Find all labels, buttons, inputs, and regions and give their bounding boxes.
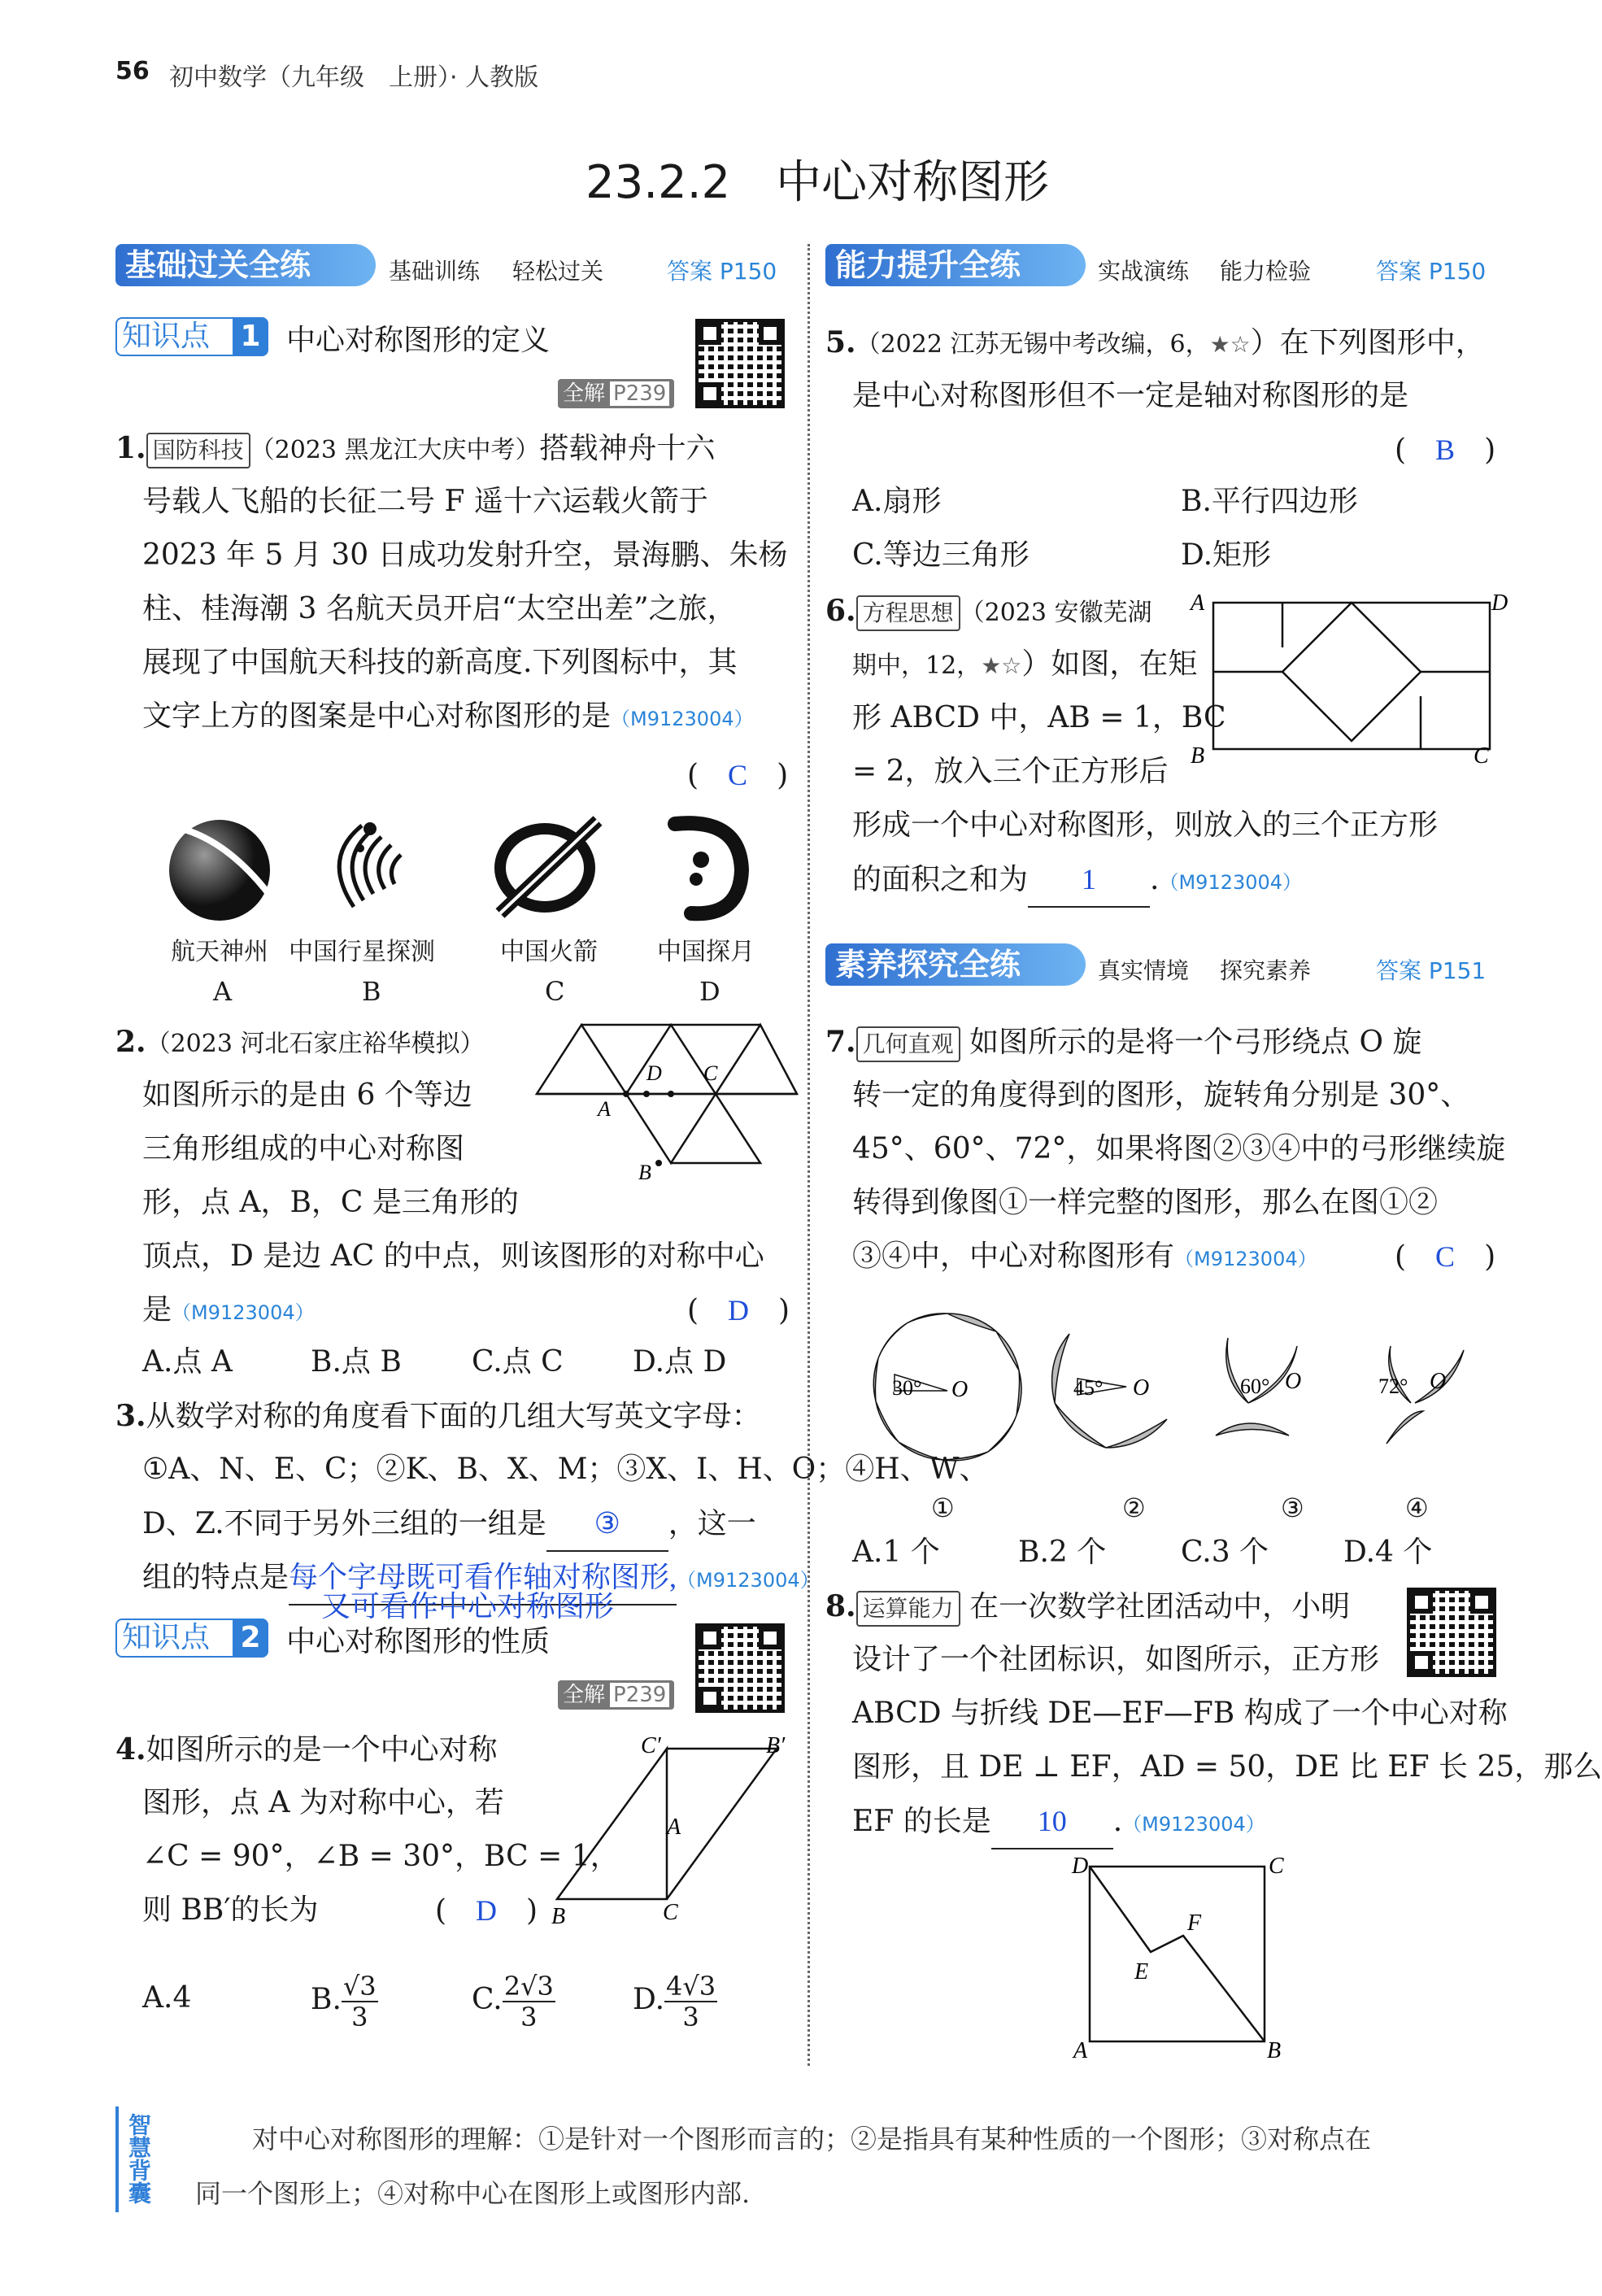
solution-tag[interactable] (558, 1680, 674, 1710)
section-title: 23.2.2 中心对称图形 (586, 156, 1050, 209)
option: C.等边三角形 (852, 538, 1030, 572)
fig-label: C (1269, 1854, 1284, 1879)
triangle-figure (533, 1017, 801, 1184)
q-text: 的面积之和为 (852, 863, 1029, 896)
option: A.扇形 (852, 485, 942, 518)
q-line: 搭载神舟十六 (539, 432, 716, 465)
q-text: 文字上方的图案是中心对称图形的是 (142, 699, 612, 733)
q-number: 5. (825, 325, 856, 359)
section-band-advanced: 能力提升全练 (825, 244, 1086, 286)
star-icon: ★☆ (981, 652, 1022, 679)
option: C.3 个 (1181, 1536, 1269, 1569)
q-code: （M9123004） (611, 708, 754, 730)
solution-tag[interactable] (558, 379, 674, 408)
fraction (664, 1971, 717, 2032)
q-text: EF 的长是 (852, 1805, 991, 1838)
qr-code-icon[interactable] (695, 1623, 785, 1713)
question-7 (825, 1015, 1421, 1070)
band-sub-1: 真实情境 (1098, 957, 1190, 984)
answer-blank[interactable]: 10 (991, 1794, 1113, 1849)
fig-label: A (1191, 590, 1205, 616)
segment-figure-3 (1191, 1322, 1330, 1468)
answer-ref: 答案 P150 (667, 258, 777, 285)
book-title: 初中数学（九年级 上册）· 人教版 (169, 63, 539, 92)
fig-angle: 72° (1378, 1375, 1408, 1398)
fraction-denominator: 3 (682, 2002, 699, 2032)
option: C.点 C (472, 1345, 564, 1379)
fig-label: A (1073, 2038, 1088, 2063)
solution-page: P239 (610, 381, 669, 406)
q-text: ③④中，中心对称图形有 (852, 1239, 1175, 1273)
fig-angle: 45° (1073, 1376, 1104, 1400)
segment-figure-2 (1037, 1314, 1183, 1460)
answer: B (1435, 433, 1456, 466)
kp-title: 中心对称图形的性质 (286, 1625, 551, 1658)
q-line: 是中心对称图形但不一定是轴对称图形的是 (852, 379, 1409, 412)
answer-bracket: ( B ) (1395, 433, 1496, 467)
answer: C (728, 759, 748, 791)
question-8 (825, 1579, 1350, 1634)
q-tag: 运算能力 (856, 1591, 960, 1627)
fig-label: B′ (766, 1733, 786, 1758)
q-line: 2023 年 5 月 30 日成功发射升空，景海鹏、朱杨 (142, 538, 788, 572)
q-line (852, 638, 1197, 693)
solution-page: P239 (610, 1683, 669, 1707)
option (472, 1971, 555, 2032)
answer-blank[interactable]: 每个字母既可看作轴对称图形, (289, 1550, 677, 1605)
kp-number: 1 (233, 317, 268, 356)
band-sub-1: 基础训练 (389, 258, 481, 285)
answer-bracket: ( D ) (687, 1294, 790, 1327)
answer-ref: 答案 P150 (1376, 258, 1487, 285)
q-line: 图形，点 A 为对称中心，若 (142, 1786, 504, 1819)
option-label: B. (311, 1983, 342, 2016)
fig-label: O (1133, 1375, 1150, 1401)
kp-number: 2 (233, 1619, 268, 1658)
band-sub-2: 能力检验 (1220, 258, 1312, 285)
question-2 (115, 1015, 484, 1071)
q-line: 号载人飞船的长征二号 F 遥十六运载火箭于 (142, 485, 708, 518)
fraction-denominator: 3 (520, 2002, 538, 2032)
fig-angle: 30° (892, 1376, 922, 1400)
fraction-denominator: 3 (351, 2002, 368, 2032)
answer-continuation: 又可看作中心对称图形 (321, 1590, 615, 1623)
q-line: 如图所示的是一个中心对称 (146, 1733, 498, 1767)
fig-label: A (598, 1097, 611, 1121)
q-text: D、Z.不同于另外三组的一组是 (142, 1507, 546, 1540)
icon-letter: B (362, 976, 381, 1007)
q-line: 形 ABCD 中，AB = 1，BC (852, 701, 1226, 734)
qr-code-icon[interactable] (1407, 1588, 1496, 1677)
solution-label: 全解 (563, 381, 606, 406)
knowledge-point-1 (115, 317, 268, 356)
rectangle-squares-figure (1189, 590, 1506, 769)
kp-title: 中心对称图形的定义 (286, 324, 551, 357)
fraction-numerator: 2√3 (503, 1971, 554, 2002)
section-band-basic: 基础过关全练 (115, 244, 376, 286)
q-code: （M9123004） (677, 1569, 820, 1592)
q-code: （M9123004） (1122, 1813, 1265, 1836)
option: A.4 (142, 1981, 192, 2015)
q-line: = 2，放入三个正方形后 (852, 755, 1169, 788)
q-line: 如图所示的是由 6 个等边 (142, 1078, 472, 1112)
tip-line-2: 同一个图形上；④对称中心在图形上或图形内部. (195, 2178, 751, 2209)
fig-label: C (663, 1900, 678, 1925)
q-text: 期中，12， (852, 651, 982, 680)
answer: D (728, 1294, 750, 1327)
fig-label: C′ (641, 1733, 661, 1758)
question-5 (825, 316, 1485, 372)
q-line: 顶点，D 是边 AC 的中点，则该图形的对称中心 (142, 1239, 764, 1273)
kp-label: 知识点 (122, 1621, 211, 1654)
q-line: ABCD 与折线 DE—EF—FB 构成了一个中心对称 (852, 1697, 1508, 1730)
q-line (852, 1230, 1317, 1286)
icon-caption: 航天神州 (171, 938, 268, 966)
q-line: 从数学对称的角度看下面的几组大写英文字母： (146, 1400, 761, 1433)
fig-label: B (551, 1904, 566, 1929)
q-code: （M9123004） (1174, 1248, 1317, 1270)
option (311, 1971, 378, 2032)
q-source: （2023 黑龙江大庆中考） (250, 436, 540, 464)
option: B.点 B (311, 1345, 402, 1379)
option: D.4 个 (1343, 1536, 1433, 1569)
q-line: 转一定的角度得到的图形，旋转角分别是 30°、 (852, 1078, 1470, 1112)
option (633, 1971, 717, 2032)
solution-label: 全解 (563, 1683, 606, 1707)
answer-bracket: ( C ) (687, 759, 789, 792)
q-number: 3. (115, 1399, 146, 1433)
q-number: 4. (115, 1732, 146, 1767)
icon-caption: 中国探月 (657, 938, 755, 966)
question-4 (115, 1723, 498, 1777)
option-label: C. (472, 1983, 503, 2016)
fig-label: A (667, 1815, 681, 1840)
column-divider (808, 244, 810, 2066)
figure-index: ④ (1405, 1492, 1429, 1523)
fraction-numerator: √3 (342, 1971, 377, 2002)
answer: C (1435, 1240, 1456, 1273)
icon-caption: 中国火箭 (500, 938, 598, 966)
question-6 (825, 584, 1152, 640)
fraction (503, 1971, 555, 2032)
q-line: 设计了一个社团标识，如图所示，正方形 (852, 1643, 1380, 1676)
star-icon: ★☆ (1209, 331, 1251, 358)
fig-label: O (1430, 1369, 1447, 1394)
q-number: 8. (825, 1589, 856, 1623)
q-tag: 方程思想 (856, 595, 960, 631)
q-line: 转得到像图①一样完整的图形，那么在图①② (852, 1186, 1439, 1219)
page-number: 56 (115, 57, 150, 85)
icon-caption: 中国行星探测 (289, 938, 435, 966)
q-tag: 几何直观 (856, 1026, 960, 1062)
fig-label: C (1474, 743, 1489, 769)
fraction-numerator: 4√3 (666, 1971, 716, 2002)
q-line: 展现了中国航天科技的新高度.下列图标中，其 (142, 646, 738, 679)
q-line (142, 1497, 756, 1552)
segment-figure-1 (866, 1305, 1029, 1468)
icon-letter: C (545, 976, 565, 1007)
q-text: 组的特点是 (142, 1561, 289, 1594)
q-number: 2. (115, 1025, 146, 1059)
fig-label: O (951, 1377, 969, 1402)
band-sub-1: 实战演练 (1098, 258, 1190, 285)
fig-label: O (1285, 1369, 1302, 1394)
tip-bar (115, 2106, 119, 2212)
square-polyline-figure (1065, 1850, 1301, 2062)
q-line: ）在下列图形中， (1250, 326, 1485, 359)
q-number: 1. (115, 431, 146, 465)
tip-line-1: 对中心对称图形的理解：①是针对一个图形而言的；②是指具有某种性质的一个图形；③对称点在 (252, 2124, 1372, 2154)
q-line: 在一次数学社团活动中，小明 (969, 1590, 1351, 1623)
q-line: 三角形组成的中心对称图 (142, 1132, 465, 1165)
question-1 (115, 421, 716, 477)
q-line: 柱、桂海潮 3 名航天员开启“太空出差”之旅， (142, 592, 737, 625)
q-line: 形，点 A，B，C 是三角形的 (142, 1186, 519, 1219)
q-source: （2023 河北石家庄裕华模拟） (146, 1030, 485, 1058)
answer-ref: 答案 P151 (1376, 957, 1487, 984)
answer-blank[interactable]: ③ (546, 1497, 668, 1552)
answer-blank[interactable]: 1 (1028, 852, 1150, 908)
knowledge-point-2 (115, 1619, 268, 1658)
option: A.1 个 (852, 1536, 940, 1569)
q-source: （2023 安徽芜湖 (960, 599, 1152, 627)
q-line: 45°、60°、72°，如果将图②③④中的弓形继续旋 (852, 1132, 1506, 1165)
fig-label: D (1072, 1854, 1089, 1879)
qr-code-icon[interactable] (695, 319, 785, 408)
q-text: ，这一 (668, 1507, 756, 1540)
logo-icon-lunar (651, 809, 756, 923)
fig-label: F (1187, 1910, 1202, 1936)
fig-label: D (1491, 590, 1508, 616)
segment-figure-4 (1350, 1322, 1488, 1468)
answer: D (476, 1894, 498, 1927)
fig-label: D (646, 1061, 662, 1085)
option-label: D. (633, 1983, 665, 2016)
logo-icon-planet-exploration (313, 809, 427, 923)
q-line: ①A、N、E、C；②K、B、X、M；③X、I、H、O；④H、W、 (142, 1453, 989, 1486)
q-line: 则 BB′的长为 (142, 1893, 319, 1927)
fig-angle: 60° (1240, 1375, 1270, 1398)
kp-label: 知识点 (122, 320, 211, 353)
q-text: ）如图，在矩 (1021, 647, 1198, 681)
q-line (142, 1283, 315, 1340)
q-line (142, 690, 754, 746)
figure-index: ③ (1281, 1492, 1304, 1523)
icon-letter: A (213, 976, 233, 1007)
q-number: 6. (825, 594, 856, 628)
option: D.点 D (633, 1345, 727, 1379)
figure-index: ① (931, 1492, 955, 1523)
q-period: . (1112, 1805, 1123, 1838)
q-period: . (1150, 863, 1160, 896)
q-line: ∠C = 90°，∠B = 30°，BC = 1， (142, 1840, 620, 1873)
q-line: 如图所示的是将一个弓形绕点 O 旋 (969, 1026, 1422, 1059)
logo-icon-rocket (484, 809, 606, 923)
q-source: （2022 江苏无锡中考改编，6， (855, 330, 1210, 359)
q-line: 图形，且 DE ⊥ EF，AD = 50，DE 比 EF 长 25，那么 (852, 1750, 1602, 1784)
fig-label: B (638, 1161, 651, 1184)
option: D.矩形 (1181, 538, 1272, 572)
figure-index: ② (1122, 1492, 1146, 1523)
option: B.平行四边形 (1181, 485, 1358, 518)
band-sub-2: 探究素养 (1220, 957, 1312, 984)
answer-bracket: ( C ) (1395, 1240, 1496, 1274)
logo-icon-shenzhou (159, 809, 281, 923)
question-3 (115, 1389, 761, 1444)
q-code: （M9123004） (172, 1301, 315, 1324)
icon-letter: D (699, 976, 720, 1007)
q-number: 7. (825, 1025, 856, 1059)
q-line: 形成一个中心对称图形，则放入的三个正方形 (852, 808, 1439, 842)
q-text: 是 (142, 1293, 172, 1327)
fig-label: B (1191, 743, 1205, 769)
band-sub-2: 轻松过关 (512, 258, 604, 285)
q-code: （M9123004） (1159, 871, 1303, 894)
option: B.2 个 (1018, 1536, 1107, 1569)
tip-side-label: 智慧背囊 (125, 2113, 152, 2204)
fig-label: C (703, 1061, 718, 1085)
q-line (852, 1794, 1265, 1851)
option: A.点 A (142, 1345, 233, 1379)
fig-label: B (1267, 2038, 1282, 2063)
fig-label: E (1134, 1959, 1149, 1984)
rotation-triangle-figure (545, 1728, 797, 1929)
q-line (852, 852, 1302, 909)
q-tag: 国防科技 (146, 433, 250, 468)
fraction (342, 1971, 378, 2032)
answer-bracket: ( D ) (435, 1894, 538, 1928)
section-band-inquiry: 素养探究全练 (825, 943, 1086, 986)
